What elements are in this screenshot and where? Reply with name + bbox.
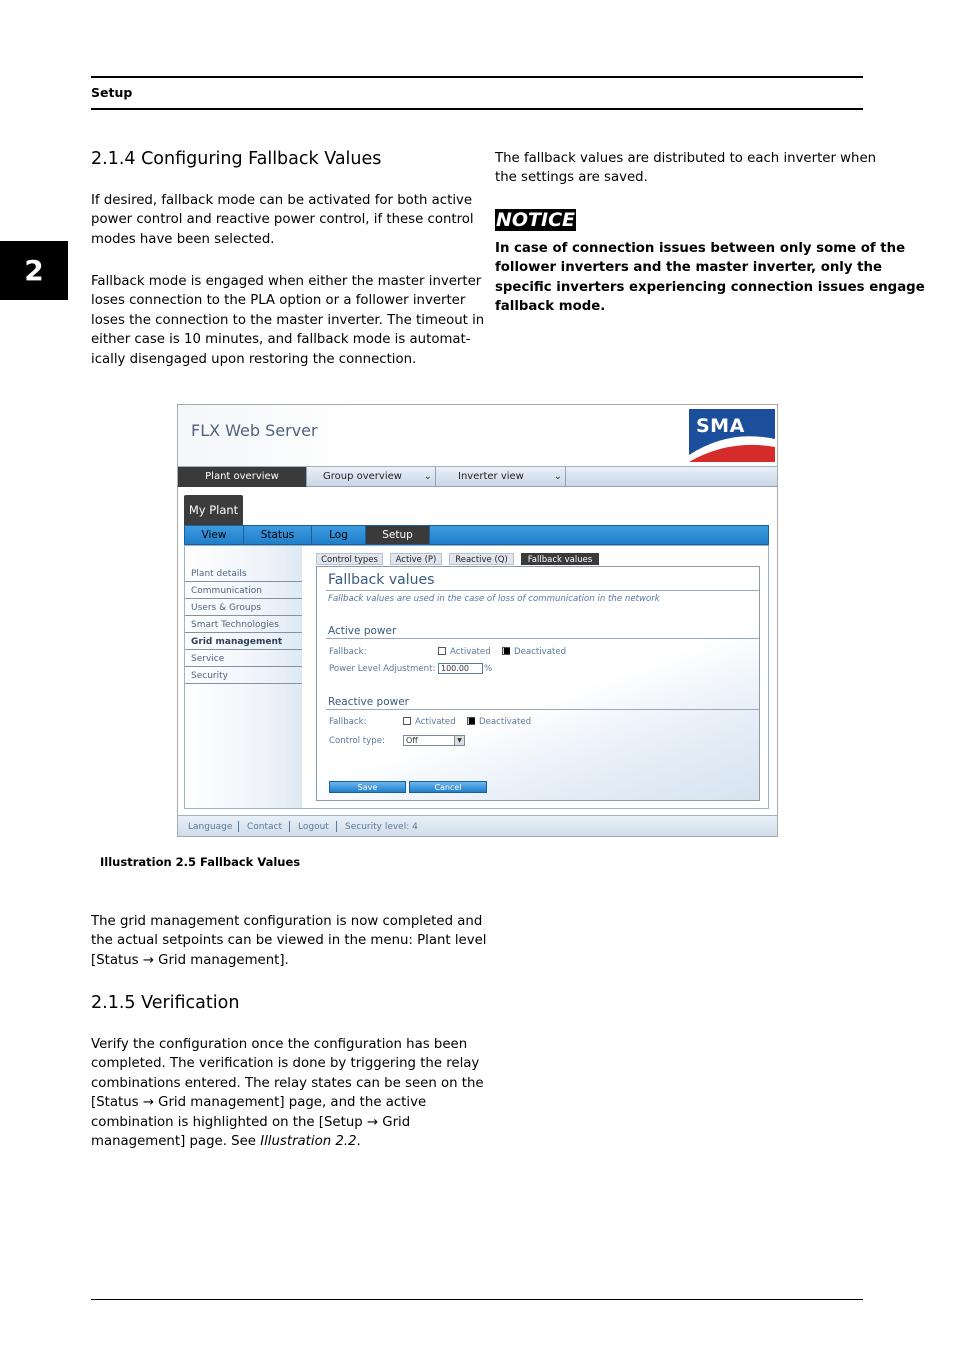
web-server-screenshot: [177, 404, 778, 837]
reactive-deactivated-label: Deactivated: [479, 717, 532, 727]
active-activated-checkbox[interactable]: [438, 647, 446, 655]
app-footer: [178, 815, 777, 837]
chevron-down-icon: ⌄: [553, 471, 562, 482]
reactive-activated-checkbox[interactable]: [403, 717, 411, 725]
paragraph-completed: The grid management configuration is now completed and the actual setpoints can be viewed in the menu: Plant level [Status → Grid management].: [91, 914, 487, 968]
paragraph-distributed: The fallback values are distributed to each inverter when the settings are saved.: [495, 151, 877, 186]
active-fallback-label: Fallback:: [329, 647, 367, 657]
sidebar-item-smart-technologies[interactable]: Smart Technologies: [185, 616, 302, 633]
tab-log[interactable]: Log: [312, 526, 366, 544]
paragraph-fallback-engaged: Fallback mode is engaged when either the master inverter loses connection to the PLA option or a follower inverter loses the connection to the master inverter. The timeout in either case is 10 minutes, and fallback mode is automat- ically disengaged upon restoring the connection.: [91, 274, 485, 367]
reactive-power-title: Reactive power: [328, 696, 409, 708]
chapter-tab: 2: [0, 241, 68, 300]
power-level-input[interactable]: 100.00: [438, 663, 483, 674]
tab-status[interactable]: Status: [244, 526, 312, 544]
section-heading-2-1-4: 2.1.4 Configuring Fallback Values: [91, 149, 382, 169]
setup-panel: [184, 545, 769, 809]
tab-fallback-values[interactable]: Fallback values: [521, 553, 599, 565]
header-rule: [91, 108, 863, 110]
illustration-reference: Illustration 2.2: [260, 1134, 357, 1150]
footer-link-contact[interactable]: Contact: [247, 822, 283, 832]
footer-separator: [289, 821, 290, 832]
tab-reactive-q[interactable]: Reactive (Q): [449, 553, 514, 565]
reactive-fallback-label: Fallback:: [329, 717, 367, 727]
divider: [326, 590, 759, 591]
running-head: Setup: [91, 85, 133, 100]
tab-setup[interactable]: Setup: [366, 526, 430, 544]
notice-text: In case of connection issues between only some of the follower inverters and the master inverter, only the specific inverters experiencing connection issues engage fallback mode.: [495, 241, 925, 315]
power-level-unit: %: [484, 664, 493, 674]
footer-rule: [91, 1299, 863, 1300]
dropdown-arrow-icon: ▼: [454, 736, 464, 745]
top-navigation: [178, 466, 777, 487]
notice-label: NOTICE: [496, 209, 576, 231]
cancel-button[interactable]: Cancel: [409, 781, 487, 793]
active-deactivated-checkbox[interactable]: ■: [503, 646, 511, 655]
paragraph-verification: Verify the configuration once the configuration has been completed. The verification is done by triggering the relay combinations entered. The relay states can be seen on the [Status → Grid management] page, and the active combination is highlighted on the [Setup → Grid management] page. See Illustration 2.2.: [91, 1037, 484, 1150]
top-rule: [91, 76, 863, 78]
setup-sidebar: [185, 546, 302, 808]
sidebar-item-plant-details[interactable]: Plant details: [185, 565, 302, 582]
tab-inverter-view[interactable]: Inverter view ⌄: [436, 467, 566, 487]
sidebar-item-users-groups[interactable]: Users & Groups: [185, 599, 302, 616]
footer-security-level: Security level: 4: [345, 822, 418, 832]
paragraph-fallback-intro: If desired, fallback mode can be activated for both active power control and reactive power control, if these control modes have been selected.: [91, 193, 474, 247]
form-description: Fallback values are used in the case of loss of communication in the network: [328, 594, 660, 604]
illustration-caption: Illustration 2.5 Fallback Values: [100, 855, 301, 869]
app-title: FLX Web Server: [191, 421, 318, 440]
tab-plant-overview[interactable]: Plant overview: [178, 467, 307, 487]
chevron-down-icon: ⌄: [423, 471, 432, 482]
sidebar-item-service[interactable]: Service: [185, 650, 302, 667]
footer-separator: [238, 821, 239, 832]
section-heading-2-1-5: 2.1.5 Verification: [91, 993, 240, 1013]
sidebar-item-grid-management[interactable]: Grid management: [185, 633, 302, 650]
power-level-label: Power Level Adjustment:: [329, 664, 436, 674]
save-button[interactable]: Save: [329, 781, 406, 793]
control-type-select[interactable]: Off ▼: [403, 735, 465, 746]
sidebar-item-communication[interactable]: Communication: [185, 582, 302, 599]
fallback-values-form: [316, 566, 760, 801]
footer-separator: [336, 821, 337, 832]
divider: [326, 709, 759, 710]
tab-control-types[interactable]: Control types: [316, 553, 383, 565]
sma-logo: SMA: [689, 409, 775, 462]
tab-group-overview[interactable]: Group overview ⌄: [307, 467, 436, 487]
tab-active-p[interactable]: Active (P): [390, 553, 442, 565]
active-power-title: Active power: [328, 625, 397, 637]
footer-link-language[interactable]: Language: [188, 822, 233, 832]
active-deactivated-label: Deactivated: [514, 647, 567, 657]
sub-navigation: [184, 525, 769, 545]
tab-view[interactable]: View: [185, 526, 244, 544]
form-title: Fallback values: [328, 572, 435, 588]
my-plant-tab[interactable]: My Plant: [184, 495, 243, 525]
divider: [326, 638, 759, 639]
control-type-label: Control type:: [329, 736, 385, 746]
active-activated-label: Activated: [450, 647, 491, 657]
reactive-deactivated-checkbox[interactable]: ■: [468, 716, 476, 725]
reactive-activated-label: Activated: [415, 717, 456, 727]
sidebar-item-security[interactable]: Security: [185, 667, 302, 684]
footer-link-logout[interactable]: Logout: [298, 822, 329, 832]
app-header: [178, 405, 777, 466]
